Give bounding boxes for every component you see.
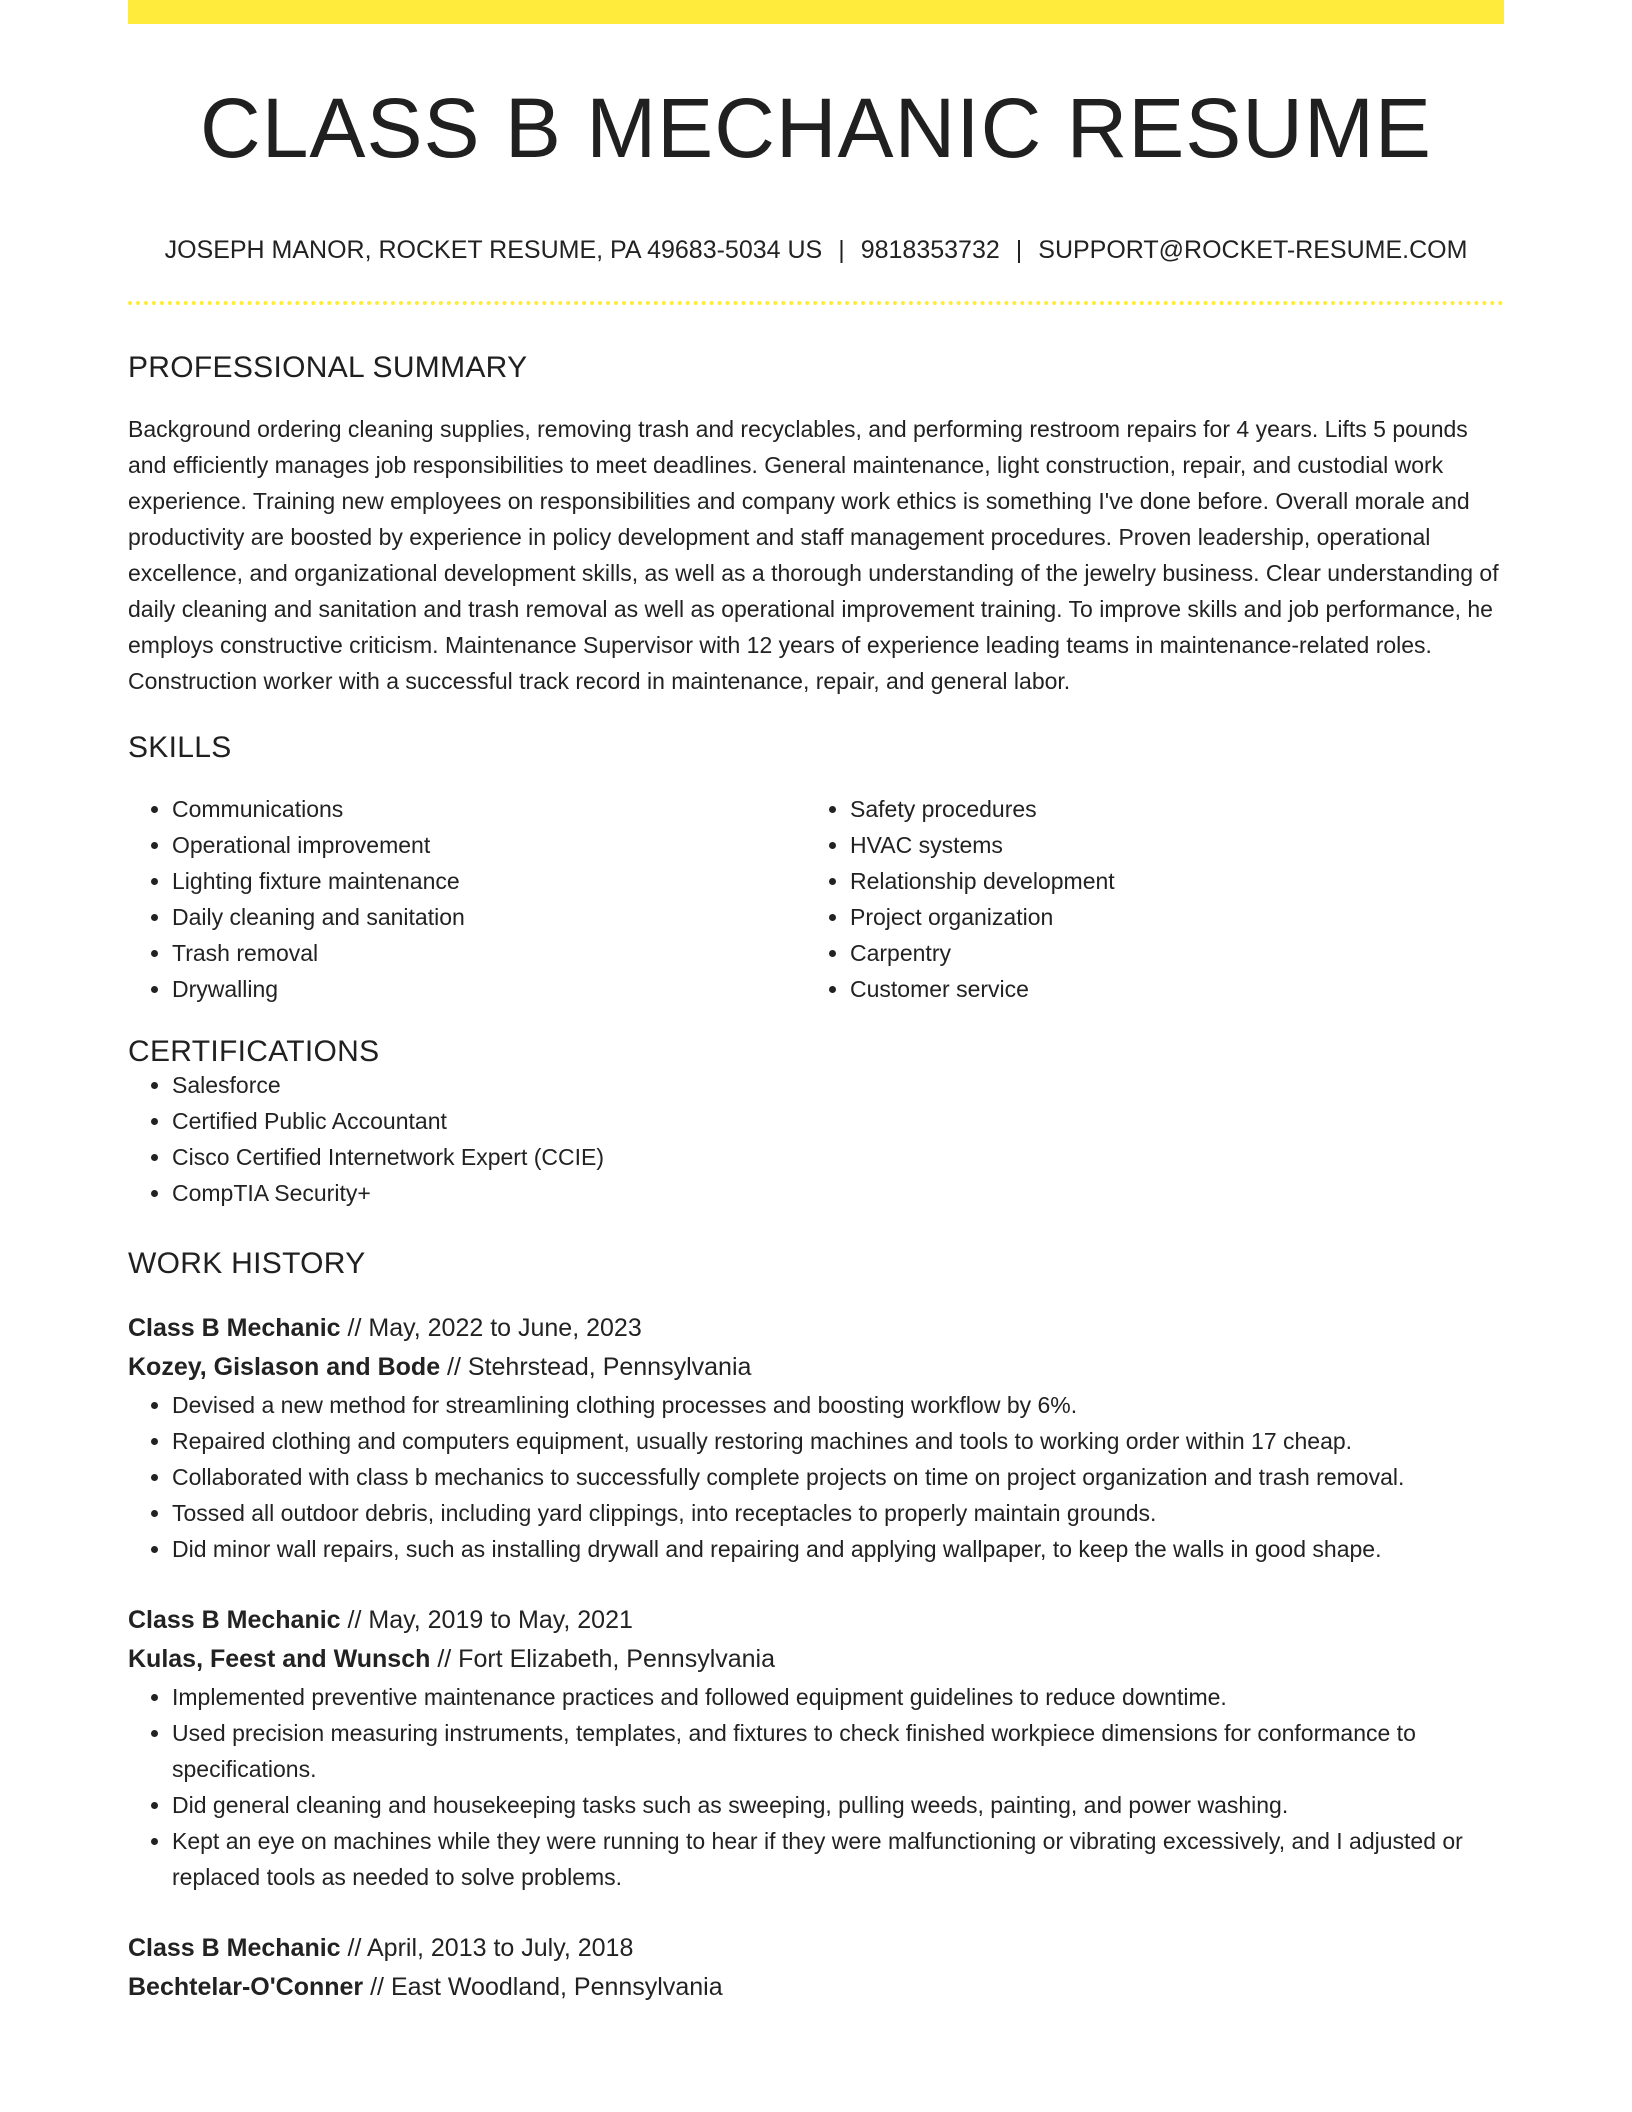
skills-list-left — [128, 791, 806, 1007]
certification-item: • Salesforce — [172, 1067, 1504, 1103]
skill-item: • HVAC systems — [850, 827, 1484, 863]
certification-item: • Certified Public Accountant — [172, 1103, 1504, 1139]
job-entry — [128, 1929, 1504, 2007]
job-company-line — [128, 1348, 1504, 1387]
skill-item: • Drywalling — [172, 971, 806, 1007]
contact-phone: 9818353732 — [860, 236, 1000, 264]
job-title-line — [128, 1309, 1504, 1348]
job-dates: // May, 2019 to May, 2021 — [340, 1606, 633, 1634]
job-company-line — [128, 1968, 1504, 2007]
skill-item: • Operational improvement — [172, 827, 806, 863]
job-dates: // May, 2022 to June, 2023 — [340, 1314, 642, 1342]
job-company: Bechtelar-O'Conner — [128, 1973, 364, 2001]
certification-item: • CompTIA Security+ — [172, 1175, 1504, 1211]
skill-item: • Project organization — [850, 899, 1484, 935]
skills-heading: SKILLS — [128, 731, 232, 764]
skill-item: • Relationship development — [850, 863, 1484, 899]
certifications-heading: CERTIFICATIONS — [128, 1035, 380, 1068]
job-company-line — [128, 1640, 1504, 1679]
job-location: // East Woodland, Pennsylvania — [363, 1973, 723, 2001]
skills-columns — [128, 791, 1504, 1007]
job-bullet: • Implemented preventive maintenance practices and followed equipment guidelines to reduce downtime. — [172, 1679, 1504, 1715]
contact-separator: | — [838, 236, 845, 264]
skills-column-left — [128, 791, 806, 1007]
job-bullet: • Repaired clothing and computers equipment, usually restoring machines and tools to working order within 17 cheap. — [172, 1423, 1504, 1459]
job-bullet: • Devised a new method for streamlining clothing processes and boosting workflow by 6%. — [172, 1387, 1504, 1423]
resume-page — [128, 0, 1504, 2007]
job-company: Kulas, Feest and Wunsch — [128, 1645, 431, 1673]
job-title-line — [128, 1929, 1504, 1968]
skill-item: • Lighting fixture maintenance — [172, 863, 806, 899]
skill-item: • Customer service — [850, 971, 1484, 1007]
job-dates: // April, 2013 to July, 2018 — [340, 1934, 634, 1962]
job-location: // Stehrstead, Pennsylvania — [440, 1353, 752, 1381]
contact-email: SUPPORT@ROCKET-RESUME.COM — [1038, 236, 1468, 264]
summary-heading: PROFESSIONAL SUMMARY — [128, 351, 528, 384]
job-bullet: • Did minor wall repairs, such as installing drywall and repairing and applying wallpaper, to keep the walls in good shape. — [172, 1531, 1504, 1567]
contact-line — [128, 238, 1504, 263]
job-bullet: • Did general cleaning and housekeeping tasks such as sweeping, pulling weeds, painting, and power washing. — [172, 1787, 1504, 1823]
job-title-line — [128, 1601, 1504, 1640]
skill-item: • Safety procedures — [850, 791, 1484, 827]
accent-top-bar — [128, 0, 1504, 24]
job-entry — [128, 1601, 1504, 1895]
job-title: Class B Mechanic — [128, 1314, 341, 1342]
skill-item: • Communications — [172, 791, 806, 827]
skill-item: • Carpentry — [850, 935, 1484, 971]
contact-address: JOSEPH MANOR, ROCKET RESUME, PA 49683-5034 US — [164, 236, 823, 264]
resume-title: CLASS B MECHANIC RESUME — [200, 81, 1432, 175]
job-location: // Fort Elizabeth, Pennsylvania — [430, 1645, 776, 1673]
job-title: Class B Mechanic — [128, 1934, 341, 1962]
summary-text: Background ordering cleaning supplies, removing trash and recyclables, and performing restroom repairs for 4 years. Lifts 5 pounds and efficiently manages job responsibilities to meet deadlines. General maintenance, light construction, repair, and custodial work experience. Training new employees on responsibilities and company work ethics is something I've done before. Overall morale and productivity are boosted by experience in policy development and staff management procedures. Proven leadership, operational excellence, and organizational development skills, as well as a thorough understanding of the jewelry business. Clear understanding of daily cleaning and sanitation and trash removal as well as operational improvement training. To improve skills and job performance, he employs constructive criticism. Maintenance Supervisor with 12 years of experience leading teams in maintenance-related roles. Construction worker with a successful track record in maintenance, repair, and general labor. — [128, 416, 1499, 694]
job-bullet: • Used precision measuring instruments, templates, and fixtures to check finished workpiece dimensions for conformance to specifications. — [172, 1715, 1504, 1787]
certifications-list — [128, 1067, 1504, 1211]
job-title: Class B Mechanic — [128, 1606, 341, 1634]
skill-item: • Trash removal — [172, 935, 806, 971]
skills-column-right — [806, 791, 1484, 1007]
dotted-divider — [128, 301, 1504, 305]
skill-item: • Daily cleaning and sanitation — [172, 899, 806, 935]
skills-list-right — [806, 791, 1484, 1007]
work-history-heading: WORK HISTORY — [128, 1247, 366, 1280]
contact-separator: | — [1015, 236, 1023, 264]
certification-item: • Cisco Certified Internetwork Expert (CCIE) — [172, 1139, 1504, 1175]
job-company: Kozey, Gislason and Bode — [128, 1353, 441, 1381]
job-bullets — [128, 1387, 1504, 1567]
job-bullet: • Tossed all outdoor debris, including yard clippings, into receptacles to properly maintain grounds. — [172, 1495, 1504, 1531]
job-bullet: • Collaborated with class b mechanics to successfully complete projects on time on project organization and trash removal. — [172, 1459, 1504, 1495]
job-bullet: • Kept an eye on machines while they were running to hear if they were malfunctioning or vibrating excessively, and I adjusted or replaced tools as needed to solve problems. — [172, 1823, 1504, 1895]
job-bullets — [128, 1679, 1504, 1895]
job-entry — [128, 1309, 1504, 1567]
